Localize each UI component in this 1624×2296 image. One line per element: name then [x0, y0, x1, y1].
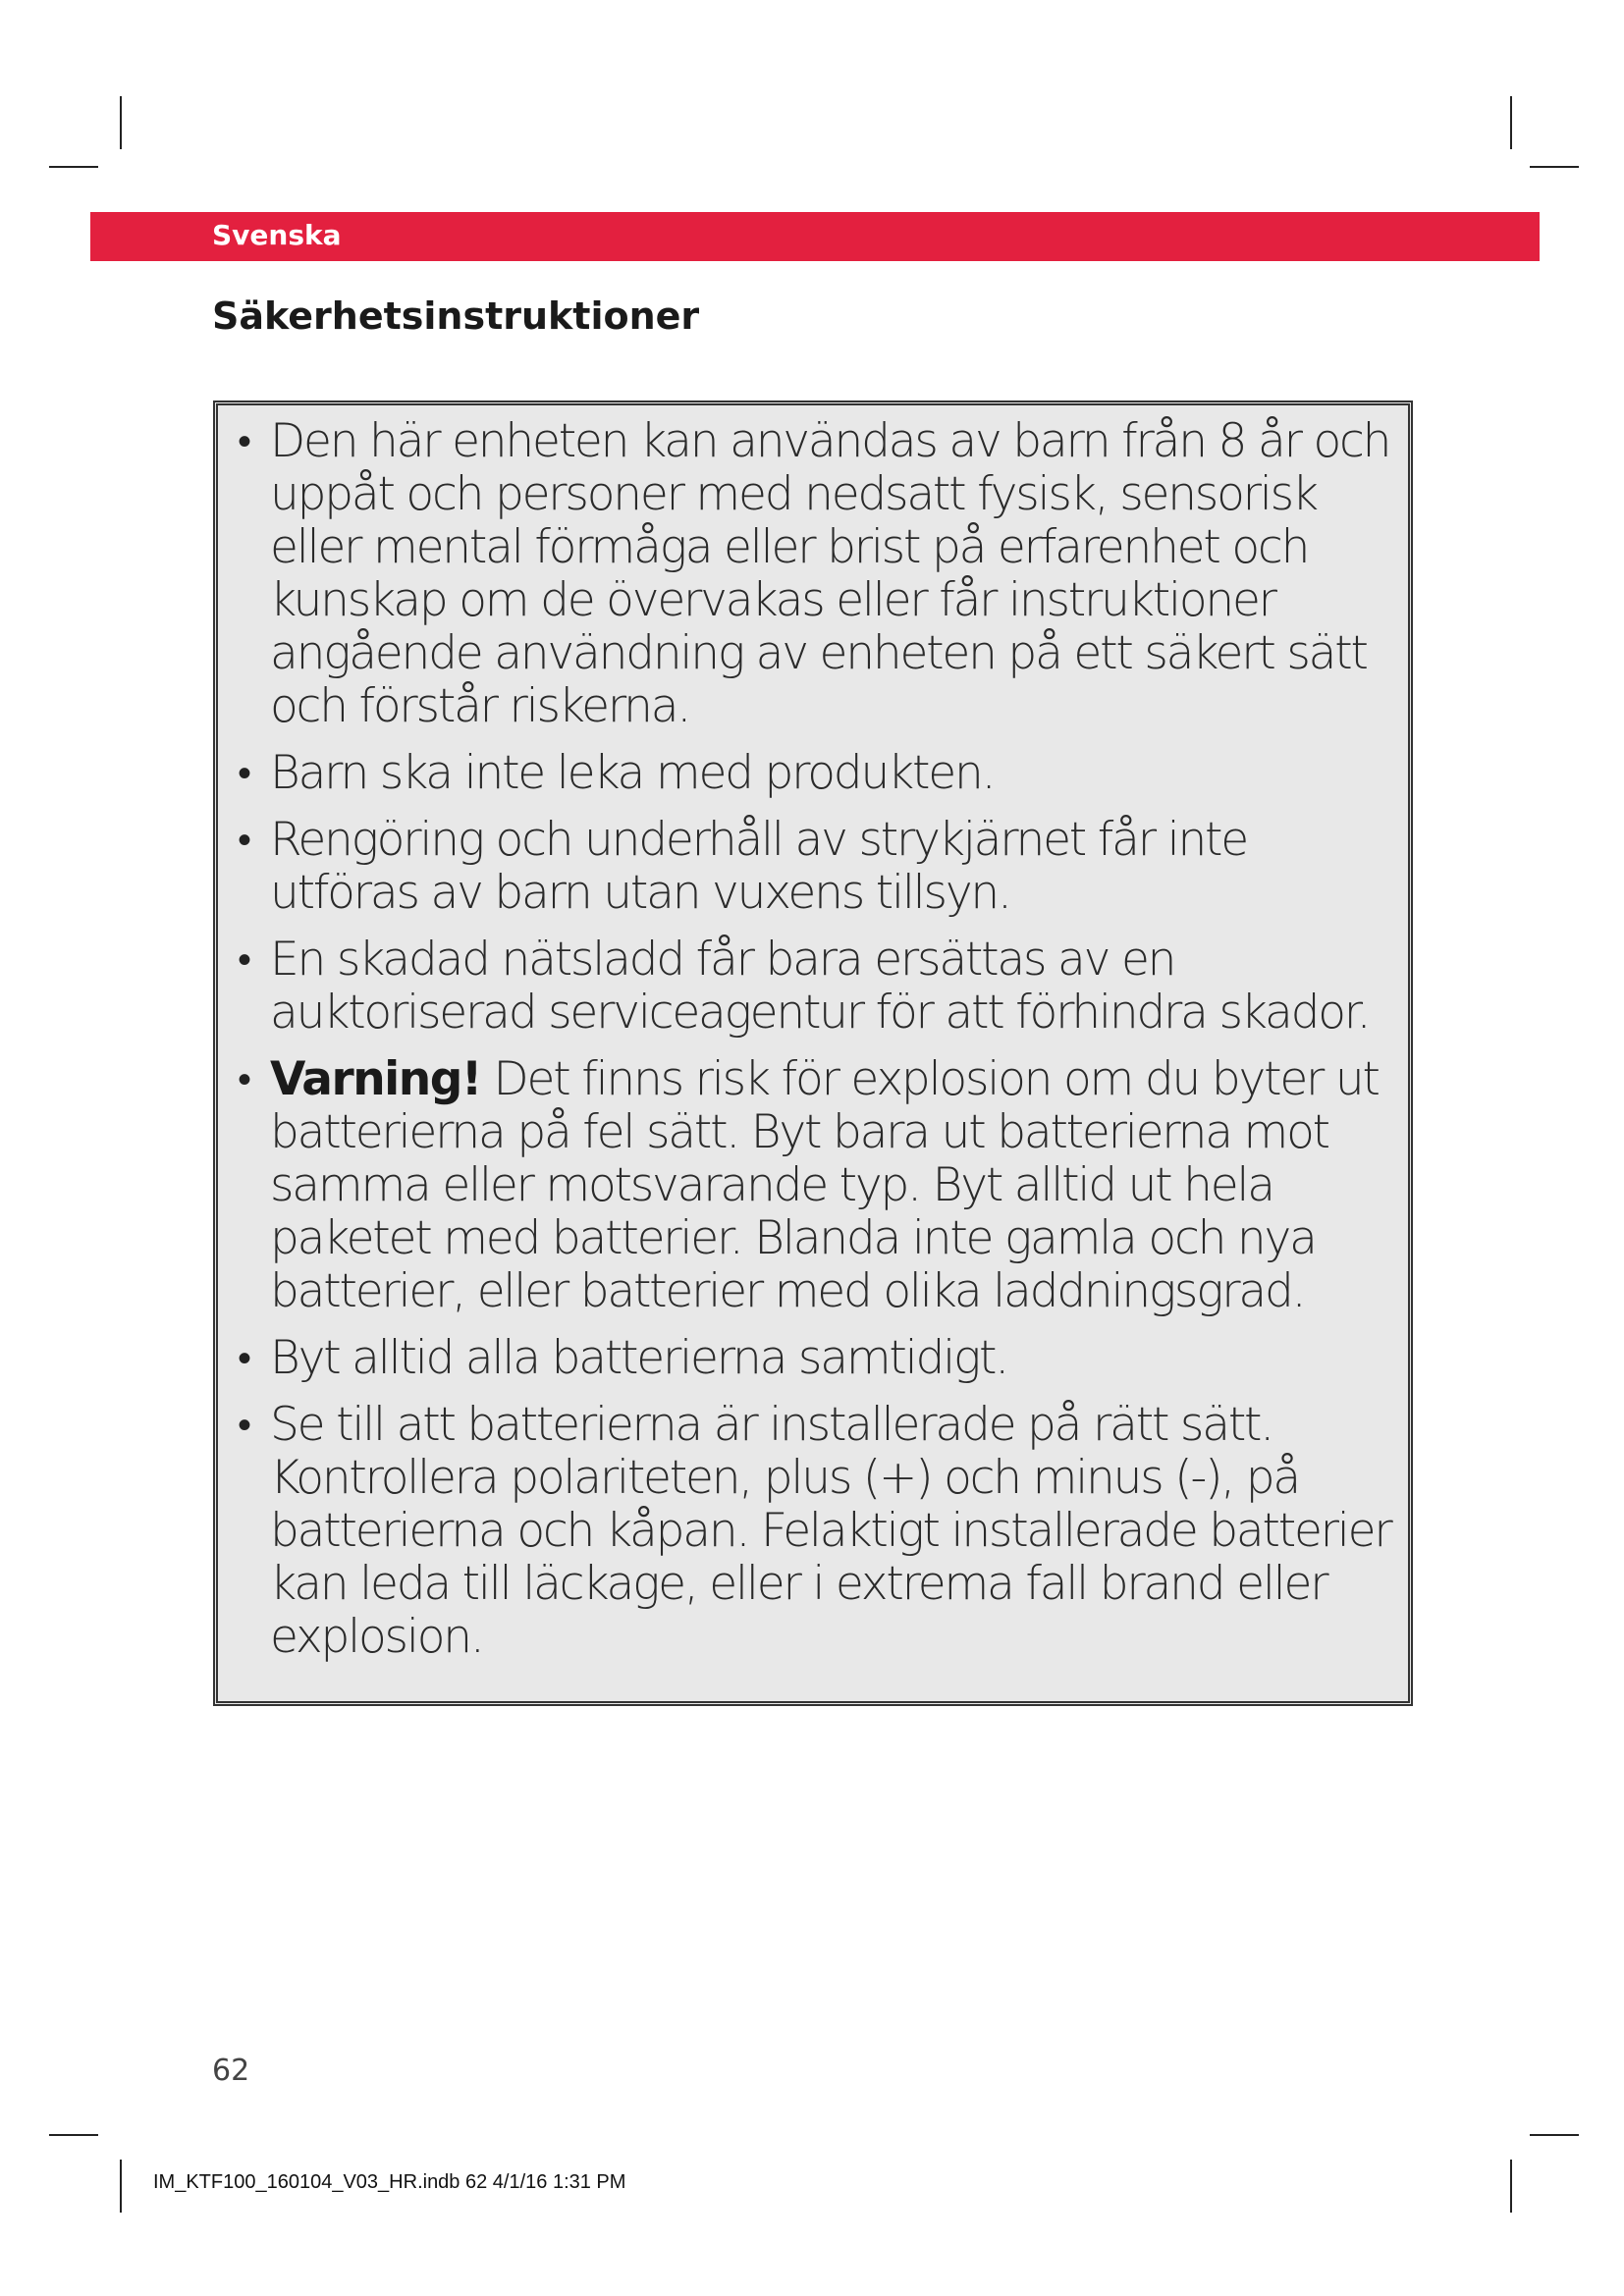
list-item [238, 1332, 1402, 1385]
notice-text: En skadad nätsladd får bara ersättas av en auktoriserad serviceagentur för att förhindra skador. [270, 933, 1370, 1040]
bullet-icon: • [238, 1336, 249, 1381]
notice-text: Byt alltid alla batterierna samtidigt. [270, 1331, 1007, 1385]
safety-notice-box [213, 400, 1413, 1706]
warning-label: Varning! [270, 1052, 481, 1106]
bullet-icon: • [238, 419, 249, 464]
bullet-icon: • [238, 1057, 249, 1102]
notice-text: Se till att batterierna är installerade på rätt sätt. Kontrollera polariteten, plus (+) och minus (-), på batterierna och kåpan. Felaktigt installerade batterier kan leda till läckage, eller i extrema fall brand eller explosion. [270, 1398, 1391, 1664]
crop-mark-top-left-vertical [120, 96, 122, 149]
crop-mark-top-left-horizontal [49, 166, 98, 168]
warning-item [238, 1053, 1402, 1318]
crop-mark-bottom-right-vertical [1510, 2160, 1512, 2213]
crop-mark-bottom-left-vertical [120, 2160, 122, 2213]
list-item [238, 1399, 1402, 1664]
bullet-icon: • [238, 1403, 249, 1448]
notice-text: Det finns risk för explosion om du byter ut batterierna på fel sätt. Byt bara ut batterierna mot samma eller motsvarande typ. Byt alltid ut hela paketet med batterier. Blanda inte gamla och nya batterier, eller batterier med olika laddningsgrad. [270, 1052, 1379, 1318]
list-item [238, 415, 1402, 733]
language-label: Svenska [212, 219, 342, 251]
language-header-bar [90, 212, 1540, 261]
notice-text: Den här enheten kan användas av barn från 8 år och uppåt och personer med nedsatt fysisk, sensorisk eller mental förmåga eller brist på erfarenhet och kunskap om de övervakas eller får instruktioner angående användning av enheten på ett säkert sätt och förstår riskerna. [270, 414, 1390, 733]
print-slug: IM_KTF100_160104_V03_HR.indb 62 4/1/16 1:31 PM [153, 2171, 626, 2193]
section-title: Säkerhetsinstruktioner [212, 294, 700, 338]
bullet-icon: • [238, 818, 249, 863]
list-item [238, 934, 1402, 1040]
crop-mark-bottom-left-horizontal [49, 2134, 98, 2136]
crop-mark-top-right-horizontal [1530, 166, 1579, 168]
notice-text: Barn ska inte leka med produkten. [270, 746, 995, 800]
crop-mark-bottom-right-horizontal [1530, 2134, 1579, 2136]
crop-mark-top-right-vertical [1510, 96, 1512, 149]
safety-notice-list [238, 415, 1402, 1678]
bullet-icon: • [238, 937, 249, 983]
bullet-icon: • [238, 751, 249, 796]
list-item [238, 814, 1402, 920]
notice-text: Rengöring och underhåll av strykjärnet får inte utföras av barn utan vuxens tillsyn. [270, 813, 1247, 920]
list-item [238, 747, 1402, 800]
page-number: 62 [212, 2054, 250, 2088]
